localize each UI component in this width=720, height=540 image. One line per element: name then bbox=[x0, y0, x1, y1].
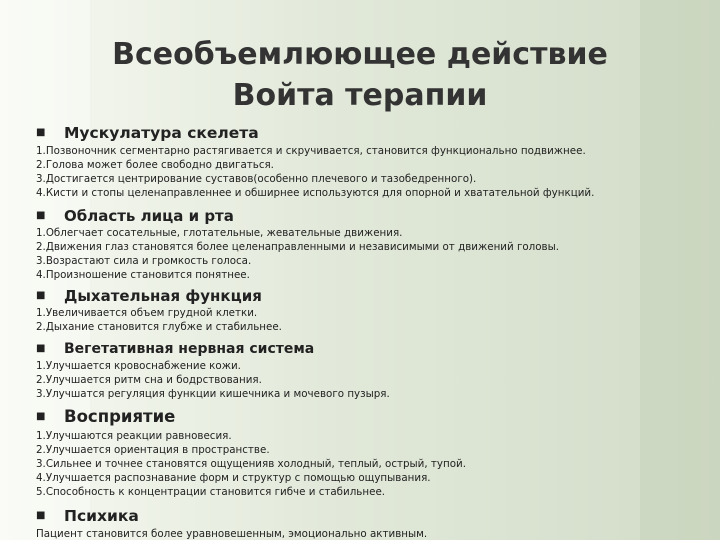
section-autonomic-nervous-system bbox=[36, 339, 696, 401]
bullet-square-icon: ■ bbox=[36, 127, 46, 138]
section-heading-perception bbox=[36, 405, 696, 429]
section-item: 1.Улучшаются реакции равновесия. bbox=[36, 430, 232, 442]
content-area bbox=[36, 122, 696, 540]
section-item: 5.Способность к концентрации становится гибче и стабильнее. bbox=[36, 486, 386, 498]
section-heading-text: Вегетативная нервная система bbox=[64, 341, 315, 357]
section-respiratory-function bbox=[36, 286, 696, 334]
slide-title-line-1: Всеобъемлюющее действие bbox=[112, 37, 608, 72]
section-item: 1.Облегчает сосательные, глотательные, жевательные движения. bbox=[36, 227, 403, 239]
section-item: 2.Голова может более свободно двигаться. bbox=[36, 159, 274, 171]
bullet-square-icon: ■ bbox=[36, 411, 46, 422]
section-item: 2.Улучшается ориентация в пространстве. bbox=[36, 444, 270, 456]
bullet-square-icon: ■ bbox=[36, 210, 46, 221]
section-perception bbox=[36, 405, 696, 499]
section-heading-psyche bbox=[36, 505, 696, 527]
section-item: 3.Возрастают сила и громкость голоса. bbox=[36, 255, 252, 267]
section-item: 3.Сильнее и точнее становятся ощущенияв холодный, теплый, острый, тупой. bbox=[36, 458, 466, 470]
section-item: 1.Позвоночник сегментарно растягивается и скручивается, становится функционально подвижнее. bbox=[36, 145, 586, 157]
section-heading-face-and-mouth bbox=[36, 206, 696, 226]
section-heading-skeletal-muscles bbox=[36, 122, 696, 144]
section-heading-respiratory-function bbox=[36, 286, 696, 306]
section-item: 4.Произношение становится понятнее. bbox=[36, 269, 250, 281]
section-item: 2.Дыхание становится глубже и стабильнее. bbox=[36, 321, 282, 333]
bullet-square-icon: ■ bbox=[36, 290, 46, 301]
section-item: 1.Увеличивается объем грудной клетки. bbox=[36, 307, 258, 319]
section-face-and-mouth bbox=[36, 206, 696, 282]
section-item: 3.Достигается центрирование суставов(особенно плечевого и тазобедренного). bbox=[36, 173, 477, 185]
section-item: 4.Улучшается распознавание форм и структур с помощью ощупывания. bbox=[36, 472, 431, 484]
section-item: 2.Улучшается ритм сна и бодрствования. bbox=[36, 374, 262, 386]
section-item: 3.Улучшатся регуляция функции кишечника и мочевого пузыря. bbox=[36, 388, 390, 400]
section-skeletal-muscles bbox=[36, 122, 696, 200]
section-item: Пациент становится более уравновешенным, эмоционально активным. bbox=[36, 528, 428, 540]
section-heading-text: Мускулатура скелета bbox=[64, 124, 259, 142]
slide-title-line-2: Войта терапии bbox=[232, 78, 488, 113]
section-heading-text: Психика bbox=[64, 507, 139, 525]
slide-title bbox=[40, 34, 680, 116]
section-psyche bbox=[36, 505, 696, 540]
section-item: 1.Улучшается кровоснабжение кожи. bbox=[36, 360, 241, 372]
section-heading-text: Дыхательная функция bbox=[64, 287, 262, 305]
section-heading-text: Область лица и рта bbox=[64, 207, 234, 225]
section-item: 4.Кисти и стопы целенаправленнее и обширнее используются для опорной и хватательной функций. bbox=[36, 187, 595, 199]
section-item: 2.Движения глаз становятся более целенаправленными и независимыми от движений головы. bbox=[36, 241, 560, 253]
bullet-square-icon: ■ bbox=[36, 343, 46, 354]
section-heading-autonomic-nervous-system bbox=[36, 339, 696, 359]
bullet-square-icon: ■ bbox=[36, 510, 46, 521]
section-heading-text: Восприятие bbox=[64, 407, 176, 426]
